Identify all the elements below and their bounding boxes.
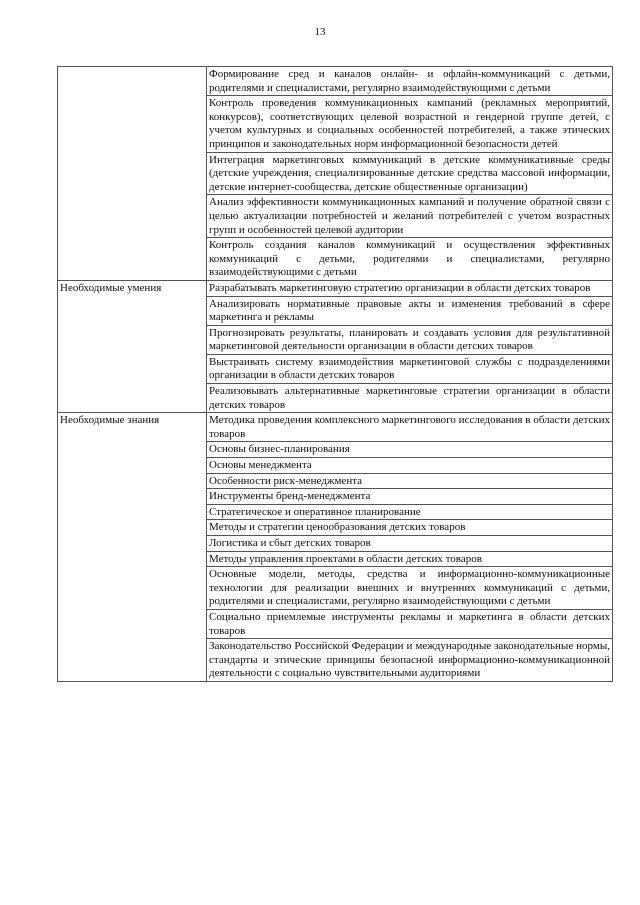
requirement-item: Методы и стратегии ценообразования детских товаров xyxy=(207,520,613,536)
requirement-item: Основы менеджмента xyxy=(207,458,613,474)
requirement-item: Методы управления проектами в области детских товаров xyxy=(207,551,613,567)
table-row xyxy=(58,67,613,96)
page-number: 13 xyxy=(314,26,326,38)
section-label: Необходимые умения xyxy=(58,280,207,412)
competency-table xyxy=(57,66,613,682)
requirement-item: Основы бизнес-планирования xyxy=(207,442,613,458)
table-row xyxy=(58,413,613,442)
requirement-item: Контроль проведения коммуникационных кампаний (рекламных мероприятий, конкурсов), соответствующих целевой возрастной и гендерной группе детей, с учетом культурных и социальных особенностей потребителей, а также этических принципов и законодательных норм информационной безопасности детей xyxy=(207,96,613,152)
requirement-item: Инструменты бренд-менеджмента xyxy=(207,489,613,505)
requirement-item: Методика проведения комплексного маркетингового исследования в области детских товаров xyxy=(207,413,613,442)
requirement-item: Формирование сред и каналов онлайн- и офлайн-коммуникаций с детьми, родителями и специалистами, регулярно взаимодействующими с детьми xyxy=(207,67,613,96)
requirement-item: Стратегическое и оперативное планирование xyxy=(207,504,613,520)
requirement-item: Социально приемлемые инструменты рекламы и маркетинга в области детских товаров xyxy=(207,609,613,638)
requirement-item: Прогнозировать результаты, планировать и создавать условия для результативной маркетинговой деятельности организации в области детских товаров xyxy=(207,325,613,354)
section-label: Необходимые знания xyxy=(58,413,207,682)
requirement-item: Выстраивать систему взаимодействия маркетинговой службы с подразделениями организации в области детских товаров xyxy=(207,354,613,383)
requirement-item: Разрабатывать маркетинговую стратегию организации в области детских товаров xyxy=(207,280,613,296)
table-row xyxy=(58,280,613,296)
requirement-item: Анализировать нормативные правовые акты и изменения требований в сфере маркетинга и рекламы xyxy=(207,296,613,325)
requirement-item: Законодательство Российской Федерации и международные законодательные нормы, стандарты и этические принципы безопасной информационно-коммуникационной деятельности с социально чувствительными аудиториями xyxy=(207,639,613,682)
requirement-item: Особенности риск-менеджмента xyxy=(207,473,613,489)
requirement-item: Анализ эффективности коммуникационных кампаний и получение обратной связи с целью актуализации потребностей и желаний потребителей с учетом возрастных групп и особенностей целевой аудитории xyxy=(207,195,613,238)
section-label xyxy=(58,67,207,281)
requirement-item: Логистика и сбыт детских товаров xyxy=(207,536,613,552)
requirement-item: Контроль создания каналов коммуникаций и осуществления эффективных коммуникаций с детьми, родителями и специалистами, регулярно взаимодействующими с детьми xyxy=(207,238,613,281)
requirement-item: Интеграция маркетинговых коммуникаций в детские коммуникативные среды (детские учреждения, специализированные детские средства массовой информации, детские интернет-сообщества, детские общественные организации) xyxy=(207,152,613,195)
requirement-item: Основные модели, методы, средства и информационно-коммуникационные технологии для реализации внешних и внутренних коммуникаций с детьми, родителями и специалистами, регулярно взаимодействующими с детьми xyxy=(207,567,613,610)
requirement-item: Реализовывать альтернативные маркетинговые стратегии организации в области детских товаров xyxy=(207,384,613,413)
